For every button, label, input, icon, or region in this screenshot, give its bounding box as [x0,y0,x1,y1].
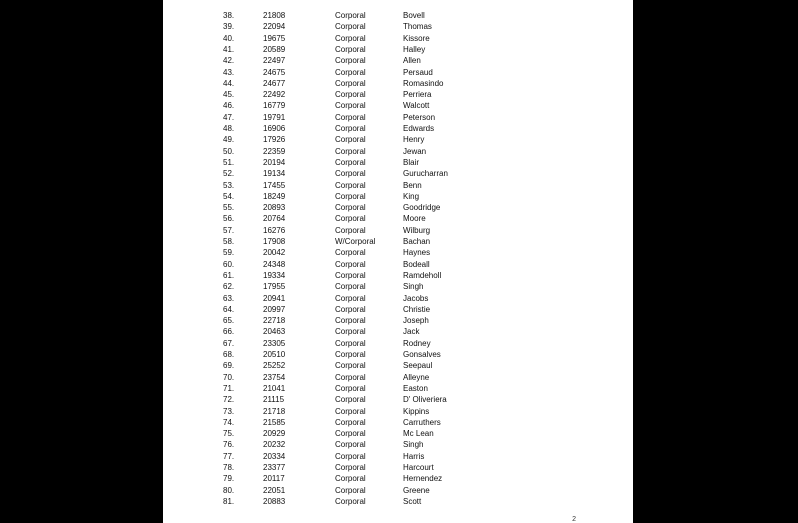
surname: Singh [403,282,424,292]
rank: Corporal [335,191,366,201]
row-number: 65. [223,316,235,326]
row-number: 71. [223,383,235,393]
surname: Henry [403,135,425,145]
row-number: 42. [223,56,235,66]
service-number: 22359 [263,146,286,156]
list-item [163,428,633,439]
surname: Greene [403,485,430,495]
rank: Corporal [335,451,366,461]
list-item [163,247,633,258]
list-item [163,293,633,304]
surname: Peterson [403,112,436,122]
list-item [163,338,633,349]
surname: Singh [403,440,424,450]
surname: Bodeall [403,259,430,269]
rank: Corporal [335,429,366,439]
service-number: 20510 [263,350,286,359]
row-number: 63. [223,293,235,303]
surname: Seepaul [403,361,433,371]
row-number: 38. [223,11,235,20]
service-number: 25252 [263,361,286,371]
list-item [163,473,633,484]
surname: Gurucharran [403,169,448,179]
list-item [163,304,633,315]
row-number: 55. [223,203,235,213]
rank: Corporal [335,157,366,167]
list-item [163,485,633,496]
list-item [163,146,633,157]
row-number: 40. [223,33,235,43]
service-number: 22051 [263,485,286,495]
rank: Corporal [335,214,366,224]
service-number: 23305 [263,338,286,348]
list-item [163,315,633,326]
surname: Wilburg [403,225,431,235]
service-number: 20941 [263,293,286,303]
row-number: 74. [223,417,235,427]
service-number: 24677 [263,78,286,88]
row-number: 77. [223,451,235,461]
row-number: 67. [223,338,235,348]
list-item [163,417,633,428]
rank: Corporal [335,146,366,156]
surname: Persaud [403,67,433,77]
list-item [163,451,633,462]
service-number: 20042 [263,248,286,258]
service-number: 20589 [263,44,286,54]
service-number: 17955 [263,282,286,292]
service-number: 17926 [263,135,286,145]
surname: Jacobs [403,293,429,303]
row-number: 59. [223,248,235,258]
row-number: 79. [223,474,235,484]
rank: Corporal [335,259,366,269]
list-item [163,100,633,111]
row-number: 73. [223,406,235,416]
service-number: 21718 [263,406,286,416]
service-number: 19134 [263,169,286,179]
service-number: 24675 [263,67,286,77]
row-number: 80. [223,485,235,495]
surname: Benn [403,180,422,190]
surname: Easton [403,383,428,393]
surname: D' Oliveriera [403,395,447,405]
surname: Allen [403,56,421,66]
rank: Corporal [335,225,366,235]
list-item [163,213,633,224]
surname: Ramdeholl [403,270,442,280]
rank: Corporal [335,78,366,88]
row-number: 41. [223,44,235,54]
list-item [163,236,633,247]
service-number: 21115 [263,395,285,405]
page-number: 2 [572,516,576,523]
row-number: 47. [223,112,235,122]
rank: Corporal [335,124,366,133]
rank: Corporal [335,304,366,314]
list-item [163,360,633,371]
row-number: 70. [223,372,235,382]
list-item [163,326,633,337]
service-number: 21041 [263,383,286,393]
document-page [163,0,633,523]
rank: Corporal [335,361,366,371]
rank: Corporal [335,383,366,393]
list-item [163,270,633,281]
rank: Corporal [335,440,366,450]
service-number: 22718 [263,316,286,326]
rank: Corporal [335,474,366,484]
service-number: 20463 [263,327,286,337]
service-number: 19675 [263,33,286,43]
service-number: 22492 [263,90,286,100]
surname: King [403,191,420,201]
service-number: 20194 [263,157,286,167]
row-number: 51. [223,157,235,167]
surname: Carruthers [403,417,441,427]
service-number: 23377 [263,463,286,472]
surname: Bachan [403,237,431,246]
surname: Walcott [403,101,430,111]
surname: Jack [403,327,420,337]
service-number: 20117 [263,474,285,484]
list-item [163,123,633,134]
service-number: 20893 [263,203,286,213]
service-number: 20997 [263,304,286,314]
list-item [163,383,633,394]
list-item [163,168,633,179]
row-number: 46. [223,101,235,111]
surname: Harris [403,451,425,461]
service-number: 24348 [263,259,286,269]
rank: Corporal [335,180,366,190]
row-number: 81. [223,496,235,506]
surname: Joseph [403,316,429,326]
row-number: 61. [223,270,235,280]
row-number: 69. [223,361,235,371]
service-number: 16906 [263,124,286,133]
rank: Corporal [335,293,366,303]
row-number: 53. [223,180,235,190]
surname: Haynes [403,248,431,258]
rank: Corporal [335,203,366,213]
list-item [163,372,633,383]
rank: Corporal [335,282,366,292]
surname: Halley [403,44,426,54]
surname: Gonsalves [403,350,441,359]
service-number: 19791 [263,112,286,122]
rank: Corporal [335,338,366,348]
rank: Corporal [335,90,366,100]
row-number: 52. [223,169,235,179]
row-number: 62. [223,282,235,292]
surname: Thomas [403,22,432,32]
service-number: 16276 [263,225,286,235]
row-number: 78. [223,463,235,472]
list-item [163,406,633,417]
surname: Alleyne [403,372,430,382]
list-item [163,157,633,168]
row-number: 39. [223,22,235,32]
rank: Corporal [335,463,366,472]
row-number: 57. [223,225,235,235]
list-item [163,281,633,292]
rank: Corporal [335,56,366,66]
row-number: 64. [223,304,235,314]
list-item [163,202,633,213]
rank: Corporal [335,485,366,495]
list-item [163,134,633,145]
surname: Bovell [403,11,425,20]
service-number: 16779 [263,101,286,111]
rank: Corporal [335,406,366,416]
rank: Corporal [335,11,366,20]
row-number: 60. [223,259,235,269]
service-number: 23754 [263,372,286,382]
list-item [163,67,633,78]
surname: Mc Lean [403,429,434,439]
row-number: 43. [223,67,235,77]
service-number: 17455 [263,180,286,190]
surname: Kippins [403,406,430,416]
rank: Corporal [335,67,366,77]
service-number: 22094 [263,22,286,32]
rank: Corporal [335,248,366,258]
list-item [163,10,633,21]
list-item [163,33,633,44]
service-number: 20764 [263,214,286,224]
service-number: 19334 [263,270,286,280]
list-item [163,78,633,89]
list-item [163,112,633,123]
rank: Corporal [335,33,366,43]
rank: Corporal [335,395,366,405]
rank: Corporal [335,417,366,427]
row-number: 45. [223,90,235,100]
surname: Christie [403,304,431,314]
list-item [163,394,633,405]
row-number: 44. [223,78,235,88]
row-number: 49. [223,135,235,145]
list-item [163,55,633,66]
service-number: 17908 [263,237,286,246]
list-item [163,225,633,236]
list-item [163,439,633,450]
list-item [163,89,633,100]
service-number: 18249 [263,191,286,201]
row-number: 50. [223,146,235,156]
rank: Corporal [335,101,366,111]
service-number: 20929 [263,429,286,439]
list-item [163,44,633,55]
row-number: 56. [223,214,235,224]
row-number: 58. [223,237,235,246]
rank: Corporal [335,327,366,337]
rank: Corporal [335,44,366,54]
service-number: 21808 [263,11,286,20]
surname: Blair [403,157,420,167]
row-number: 66. [223,327,235,337]
surname: Hernendez [403,474,443,484]
rank: W/Corporal [335,237,376,246]
rank: Corporal [335,496,366,506]
list-item [163,259,633,270]
row-number: 48. [223,124,235,133]
service-number: 20883 [263,496,286,506]
service-number: 21585 [263,417,286,427]
rank: Corporal [335,372,366,382]
row-number: 76. [223,440,235,450]
surname: Goodridge [403,203,441,213]
rank: Corporal [335,169,366,179]
surname: Kissore [403,33,430,43]
surname: Jewan [403,146,427,156]
list-item [163,191,633,202]
row-number: 54. [223,191,235,201]
list-item [163,180,633,191]
surname: Edwards [403,124,435,133]
service-number: 20232 [263,440,286,450]
surname: Rodney [403,338,431,348]
surname: Perriera [403,90,432,100]
rank: Corporal [335,316,366,326]
rank: Corporal [335,22,366,32]
rank: Corporal [335,270,366,280]
service-number: 22497 [263,56,286,66]
row-number: 68. [223,350,235,359]
surname: Moore [403,214,426,224]
rank: Corporal [335,112,366,122]
surname: Scott [403,496,422,506]
list-item [163,496,633,507]
list-item [163,21,633,32]
surname: Romasindo [403,78,444,88]
list-item [163,349,633,360]
row-number: 72. [223,395,235,405]
service-number: 20334 [263,451,286,461]
rank: Corporal [335,350,366,359]
row-number: 75. [223,429,235,439]
surname: Harcourt [403,463,434,472]
rank: Corporal [335,135,366,145]
list-item [163,462,633,473]
